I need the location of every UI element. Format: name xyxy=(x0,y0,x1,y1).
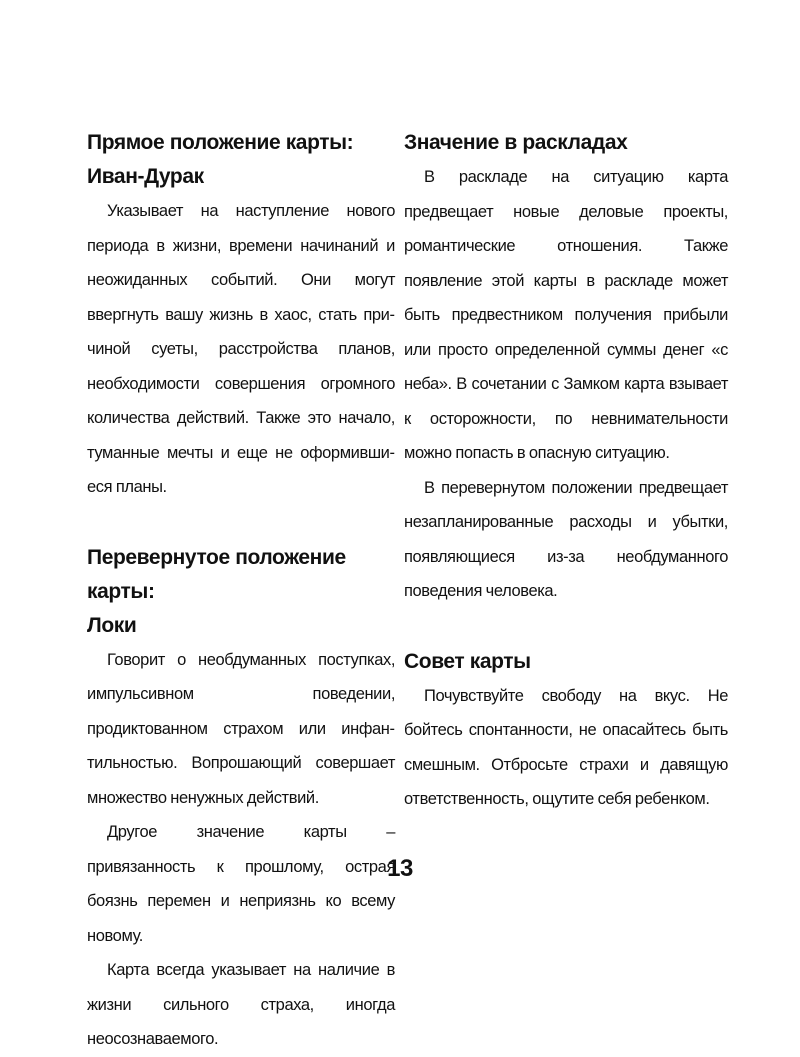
reversed-position-heading-line2: Локи xyxy=(87,613,137,637)
left-column xyxy=(87,126,395,1057)
upright-position-heading-line2: Иван-Дурак xyxy=(87,165,204,188)
reversed-position-paragraph-3: Карта всегда указывает на наличие в жизни сильного страха, иногда неосознаваемого. xyxy=(87,961,395,1048)
reversed-position-paragraph-1: Говорит о необдуманных поступках, импульсивном поведении, продиктованном страхом или инфантильностью. Вопрошающий совершает множество ненужных действий. xyxy=(87,650,395,807)
reversed-position-heading-line1: Перевернутое положение карты: xyxy=(87,545,346,603)
spreads-meaning-heading: Значение в раскладах xyxy=(404,131,628,154)
upright-position-heading xyxy=(87,126,395,194)
card-advice-paragraph: Почувствуйте свободу на вкус. Не бойтесь спонтанности, не опасайтесь быть смешным. Отбросьте страхи и давящую ответственность, ощутите себя ребенком. xyxy=(404,686,728,808)
reversed-position-heading xyxy=(87,541,395,643)
spreads-meaning-paragraph-1: В раскладе на ситуацию карта предвещает новые деловые проекты, романтические отношения. Также появление этой карты в раскладе может быть предвестником получения прибыли или просто определенной суммы денег «с неба». В сочетании с Замком карта взывает к осторожности, по невнимательности можно попасть в опасную ситуацию. xyxy=(404,168,728,462)
reversed-position-paragraph-2: Другое значение карты – привязанность к прошлому, острая боязнь перемен и неприязнь ко всему новому. xyxy=(87,823,395,945)
right-column xyxy=(404,126,728,817)
card-advice-heading: Совет карты xyxy=(404,649,531,673)
spreads-meaning-paragraph-2: В перевернутом положении предвещает незапланированные расходы и убытки, появляющиеся из-за необдуманного поведения человека. xyxy=(404,478,728,600)
page-number: 13 xyxy=(387,855,413,882)
upright-position-heading-line1: Прямое положение карты: xyxy=(87,131,354,154)
section-spacer xyxy=(87,505,395,541)
upright-position-paragraph: Указывает на наступление нового периода в жизни, времени начинаний и неожиданных событий. Они могут ввергнуть вашу жизнь в хаос, стать причиной суеты, расстройства планов, необходимости совершения огромного количества действий. Также это начало, туманные мечты и еще не оформившиеся планы. xyxy=(87,202,395,496)
section-spacer xyxy=(404,609,728,645)
